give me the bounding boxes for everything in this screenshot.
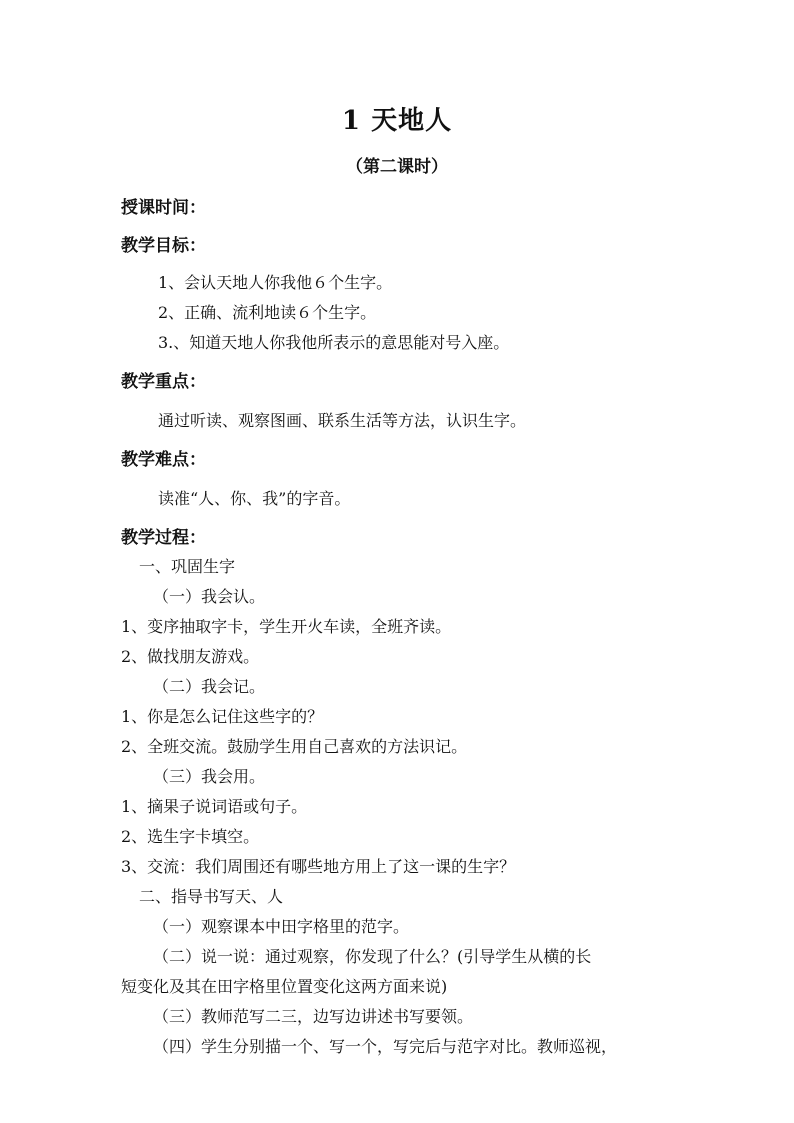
difficulty-text: 读准“人、你、我”的字音。 bbox=[158, 489, 351, 508]
process-item: 2、选生字卡填空。 bbox=[121, 827, 260, 846]
process-part-title: 二、指导书写天、人 bbox=[139, 887, 284, 906]
goal-item: 2、正确、流利地读６个生字。 bbox=[158, 303, 377, 322]
difficulty-heading: 教学难点： bbox=[121, 450, 206, 470]
goals-heading: 教学目标： bbox=[121, 236, 206, 256]
process-item: （一）观察课本中田字格里的范字。 bbox=[153, 917, 410, 936]
time-heading: 授课时间： bbox=[121, 198, 206, 218]
process-item: 1、摘果子说词语或句子。 bbox=[121, 797, 308, 816]
process-item: （二）说一说：通过观察，你发现了什么？(引导学生从横的长 bbox=[153, 947, 592, 966]
goal-item: 3.、知道天地人你我他所表示的意思能对号入座。 bbox=[158, 333, 510, 352]
document-body bbox=[121, 190, 681, 1062]
process-sub-title: （三）我会用。 bbox=[153, 767, 266, 786]
process-part-title: 一、巩固生字 bbox=[139, 557, 236, 576]
process-item: 2、做找朋友游戏。 bbox=[121, 647, 260, 666]
process-list bbox=[121, 552, 681, 1062]
process-item: 1、你是怎么记住这些字的？ bbox=[121, 707, 324, 726]
process-sub-title: （二）我会记。 bbox=[153, 677, 266, 696]
process-sub-title: （一）我会认。 bbox=[153, 587, 266, 606]
key-heading: 教学重点： bbox=[121, 372, 206, 392]
key-text: 通过听读、观察图画、联系生活等方法，认识生字。 bbox=[158, 411, 527, 430]
goal-item: 1、会认天地人你我他６个生字。 bbox=[158, 273, 393, 292]
process-item: 3、交流：我们周围还有哪些地方用上了这一课的生字？ bbox=[121, 857, 516, 876]
lesson-title: 1 天地人 bbox=[341, 106, 453, 136]
process-item: 2、全班交流。鼓励学生用自己喜欢的方法识记。 bbox=[121, 737, 468, 756]
process-item: （四）学生分别描一个、写一个，写完后与范字对比。教师巡视， bbox=[153, 1037, 618, 1056]
process-item: 短变化及其在田字格里位置变化这两方面来说) bbox=[121, 977, 448, 996]
lesson-subtitle: （第二课时） bbox=[346, 157, 448, 177]
process-item: （三）教师范写二三，边写边讲述书写要领。 bbox=[153, 1007, 474, 1026]
process-item: 1、变序抽取字卡，学生开火车读，全班齐读。 bbox=[121, 617, 452, 636]
process-heading: 教学过程： bbox=[121, 528, 206, 548]
